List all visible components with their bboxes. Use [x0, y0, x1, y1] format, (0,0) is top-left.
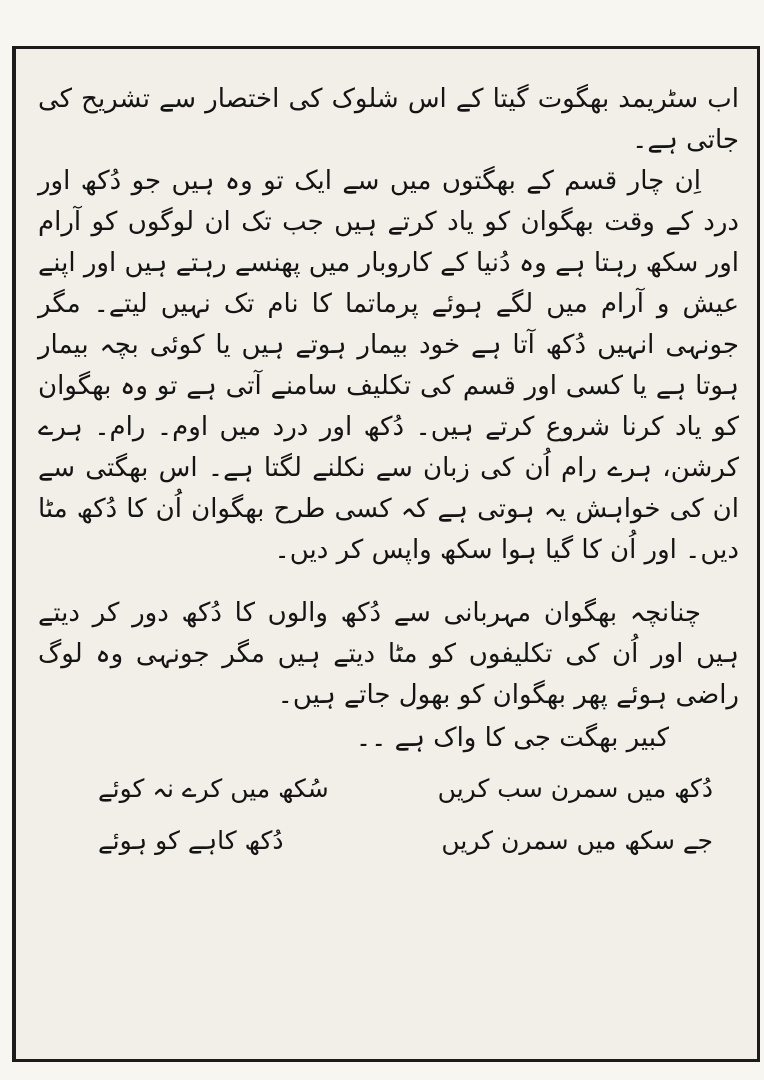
page-border — [12, 46, 760, 1062]
verse-line-1-second-half: سُکھ میں کرے نہ کوئے — [98, 774, 329, 803]
body-paragraph-2: چنانچہ بھگوان مہربانی سے دُکھ والوں کا دُکھ دور کر دیتے ہیں اور اُن کی تکلیفوں کو مٹا دیتے ہیں مگر جونہی وہ لوگ راضی ہوئے پھر بھگوان کو بھول جاتے ہیں۔ — [38, 598, 739, 710]
verse-line-2 — [38, 819, 739, 863]
body-paragraph-1: اِن چار قسم کے بھگتوں میں سے ایک تو وہ ہیں جو دُکھ اور درد کے وقت بھگوان کو یاد کرتے ہیں جب تک ان لوگوں کو آرام اور سکھ رہتا ہے وہ دُنیا کے کاروبار میں پھنسے رہتے ہیں اور اپنے عیش و آرام میں لگے ہوئے پرماتما کا نام تک نہیں لیتے۔ مگر جونہی انہیں دُکھ آتا ہے خود بیمار ہوتے ہیں یا کوئی بچہ بیمار ہوتا ہے یا کسی اور قسم کی تکلیف سامنے آتی ہے تو وہ بھگوان کو یاد کرنا شروع کرتے ہیں۔ دُکھ اور درد میں اوم۔ رام۔ ہرے کرشن، ہرے رام اُن کی زبان سے نکلنے لگتا ہے۔ اس بھگتی سے ان کی خواہش یہ ہوتی ہے کہ کسی طرح بھگوان اُن کا دُکھ مٹا دیں۔ اور اُن کا گیا ہوا سکھ واپس کر دیں۔ — [38, 166, 739, 565]
verse-line-1-first-half: دُکھ میں سمرن سب کریں — [437, 774, 713, 803]
verse-line-1 — [38, 767, 739, 811]
intro-paragraph: اب سٹریمد بھگوت گیتا کے اس شلوک کی اختصار سے تشریح کی جاتی ہے۔ — [38, 84, 739, 155]
verse-line-2-first-half: جے سکھ میں سمرن کریں — [441, 826, 713, 855]
verse-line-2-second-half: دُکھ کاہے کو ہوئے — [98, 826, 284, 855]
verse-intro: کبیر بھگت جی کا واک ہے ۔۔ — [355, 723, 669, 753]
urdu-text-block — [38, 79, 739, 863]
